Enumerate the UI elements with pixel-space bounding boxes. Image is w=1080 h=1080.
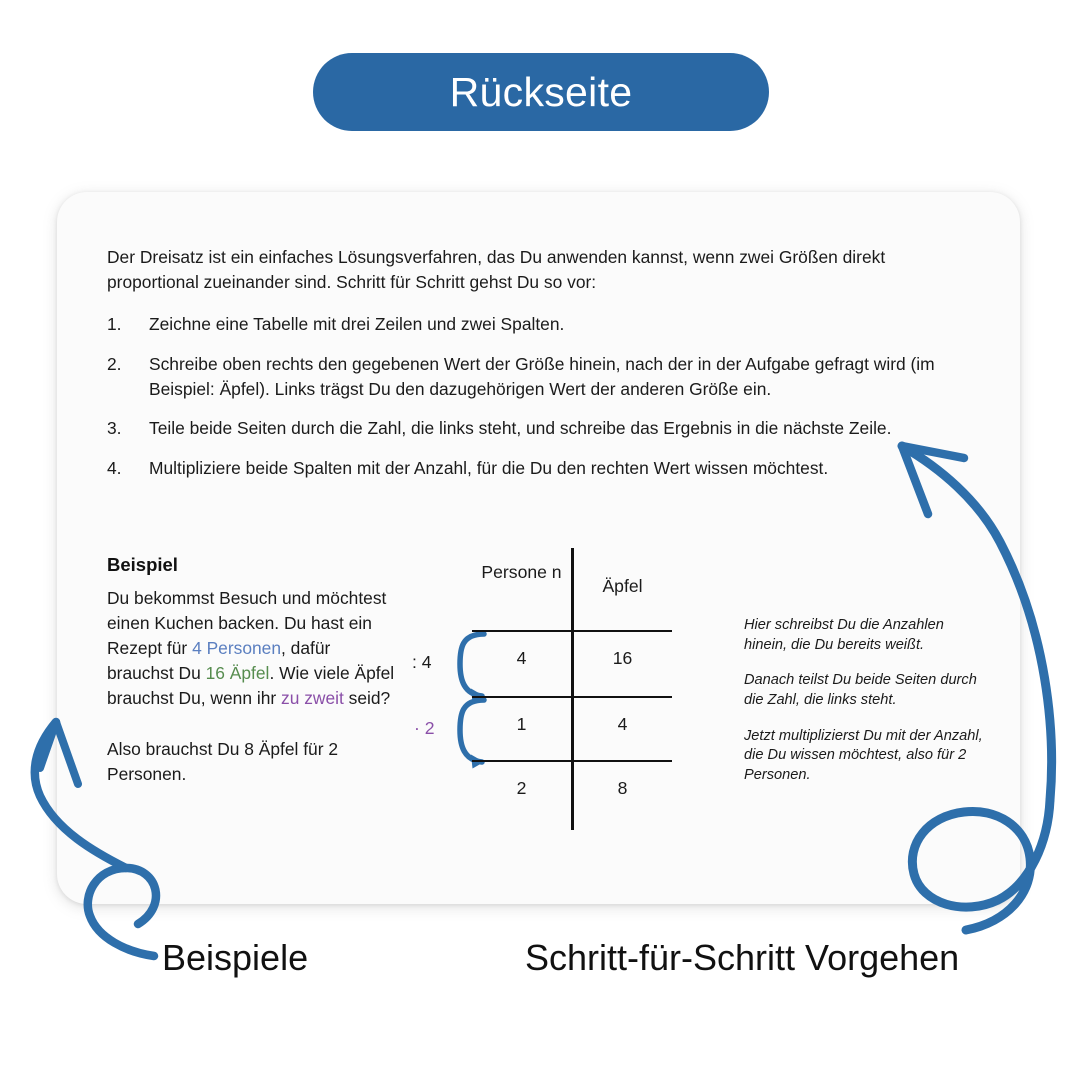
table-cell-aepfel-1: 16 — [612, 648, 633, 668]
annotation-step-2: Danach teilst Du beide Seiten durch die Zahl, die links steht. — [744, 672, 977, 709]
step-item — [107, 416, 987, 441]
step-number: 3. — [107, 418, 122, 439]
example-text-4: seid? — [343, 688, 391, 709]
example-heading: Beispiel — [107, 554, 178, 575]
page-title-badge — [313, 53, 769, 131]
card-content — [107, 228, 987, 868]
operation-multiply-label: · 2 — [414, 718, 435, 738]
table-header-personen: Persone n — [481, 562, 562, 582]
step-item — [107, 352, 987, 401]
example-text-3: . Wie viele Äpfel brauchst Du, wenn ihr — [107, 663, 395, 709]
intro-paragraph: Der Dreisatz ist ein einfaches Lösungsverfahren, das Du anwenden kannst, wenn zwei Größen direkt proportional zueinander sind. Schritt für Schritt gehst Du so vor: — [107, 247, 886, 293]
table-cell-aepfel-3: 8 — [617, 778, 628, 798]
table-grid — [472, 548, 672, 838]
step-item — [107, 456, 987, 481]
step-text: Teile beide Seiten durch die Zahl, die links steht, und schreibe das Ergebnis in die nächste Zeile. — [149, 418, 892, 439]
operation-column — [412, 548, 458, 838]
step-number: 2. — [107, 353, 122, 374]
example-text-2: , dafür brauchst Du — [107, 638, 331, 684]
example-column — [107, 554, 407, 787]
dreisatz-table — [412, 548, 672, 838]
highlight-aepfel: 16 Äpfel — [205, 663, 270, 684]
table-cell-personen-1: 4 — [516, 648, 527, 668]
example-section — [107, 554, 987, 864]
annotation-step-3: Jetzt multiplizierst Du mit der Anzahl, die Du wissen möchtest, also für 2 Personen. — [744, 727, 983, 784]
table-cell-aepfel-2: 4 — [617, 714, 628, 734]
step-text: Schreibe oben rechts den gegebenen Wert der Größe hinein, nach der in der Aufgabe gefragt wird (im Beispiel: Äpfel). Links trägst Du den dazugehörigen Wert der anderen Größe ein. — [149, 353, 935, 399]
step-item — [107, 312, 987, 337]
table-rule — [472, 630, 672, 632]
table-header-aepfel: Äpfel — [602, 576, 643, 596]
example-text-1: Du bekommst Besuch und möchtest einen Kuchen backen. Du hast ein Rezept für — [107, 588, 387, 659]
content-card — [57, 192, 1020, 904]
table-rule — [472, 696, 672, 698]
table-rule — [472, 760, 672, 762]
step-number: 1. — [107, 314, 122, 335]
operation-divide-label: : 4 — [412, 652, 432, 672]
step-number: 4. — [107, 458, 122, 478]
table-cell-personen-3: 2 — [516, 778, 527, 798]
steps-list — [107, 312, 987, 481]
annotation-column — [744, 616, 989, 802]
table-cell-personen-2: 1 — [516, 714, 527, 734]
highlight-personen: 4 Personen — [192, 638, 282, 659]
annotation-step-1: Hier schreibst Du die Anzahlen hinein, die Du bereits weißt. — [744, 617, 944, 653]
caption-schritt-fuer-schritt: Schritt-für-Schritt Vorgehen — [525, 937, 960, 978]
highlight-zu-zweit: zu zweit — [281, 688, 344, 709]
caption-beispiele: Beispiele — [162, 937, 309, 978]
page-title-text: Rückseite — [449, 68, 633, 115]
step-text: Multipliziere beide Spalten mit der Anzahl, für die Du den rechten Wert wissen möchtest. — [149, 458, 829, 478]
example-conclusion: Also brauchst Du 8 Äpfel für 2 Personen. — [107, 739, 339, 785]
example-body — [107, 586, 397, 711]
step-text: Zeichne eine Tabelle mit drei Zeilen und zwei Spalten. — [149, 314, 565, 335]
